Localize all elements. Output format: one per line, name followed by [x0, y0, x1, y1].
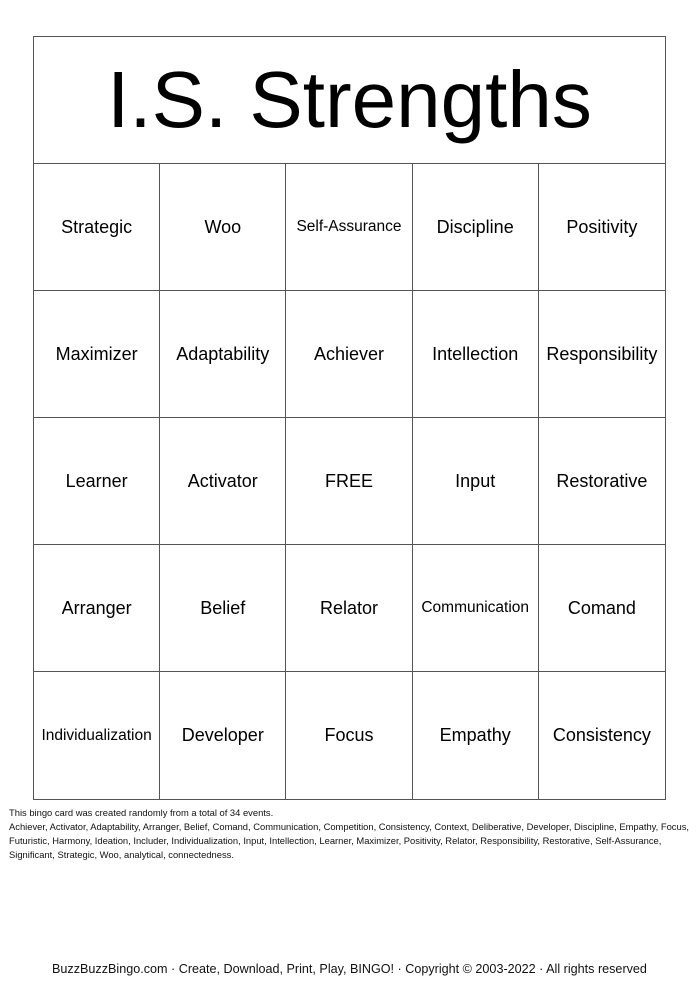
bingo-cell: Intellection [413, 291, 539, 418]
bingo-cell: Responsibility [539, 291, 665, 418]
bingo-cell: Input [413, 418, 539, 545]
bingo-cell: Developer [160, 672, 286, 799]
bingo-cell: Individualization [34, 672, 160, 799]
bingo-cell: Focus [286, 672, 412, 799]
bingo-cell: Woo [160, 164, 286, 291]
bingo-cell: Maximizer [34, 291, 160, 418]
bingo-cell: Relator [286, 545, 412, 672]
bingo-cell: Learner [34, 418, 160, 545]
card-title: I.S. Strengths [34, 37, 665, 164]
bingo-grid [34, 164, 665, 799]
bingo-cell: Communication [413, 545, 539, 672]
footer-copyright: BuzzBuzzBingo.com · Create, Download, Print, Play, BINGO! · Copyright © 2003-2022 · All rights reserved [52, 962, 647, 976]
bingo-cell: Discipline [413, 164, 539, 291]
bingo-cell: Belief [160, 545, 286, 672]
bingo-cell: Consistency [552, 725, 651, 745]
bingo-cell: Comand [539, 545, 665, 672]
bingo-cell: Restorative [539, 418, 665, 545]
bingo-cell: Empathy [413, 672, 539, 799]
bingo-card [33, 36, 666, 800]
bingo-cell: Self-Assurance [286, 164, 412, 291]
bingo-cell: Positivity [539, 164, 665, 291]
bingo-cell: Achiever [286, 291, 412, 418]
free-space-cell: FREE [286, 418, 412, 545]
bingo-cell: Strategic [34, 164, 160, 291]
bingo-cell: Adaptability [160, 291, 286, 418]
bingo-cell: Activator [160, 418, 286, 545]
bingo-cell: Arranger [34, 545, 160, 672]
card-summary: This bingo card was created randomly from a total of 34 events. [9, 807, 274, 818]
card-info [9, 806, 694, 862]
event-list: Achiever, Activator, Adaptability, Arranger, Belief, Comand, Communication, Competition, Consistency, Context, Deliberative, Developer, Discipline, Empathy, Focus, Futuristic, Harmony, Ideation, Includer, Individualization, Input, Intellection, Learner, Maximizer, Positivity, Relator, Responsibility, Restorative, Self-Assurance, Significant, Strategic, Woo, analytical, connectedness. [9, 821, 689, 860]
